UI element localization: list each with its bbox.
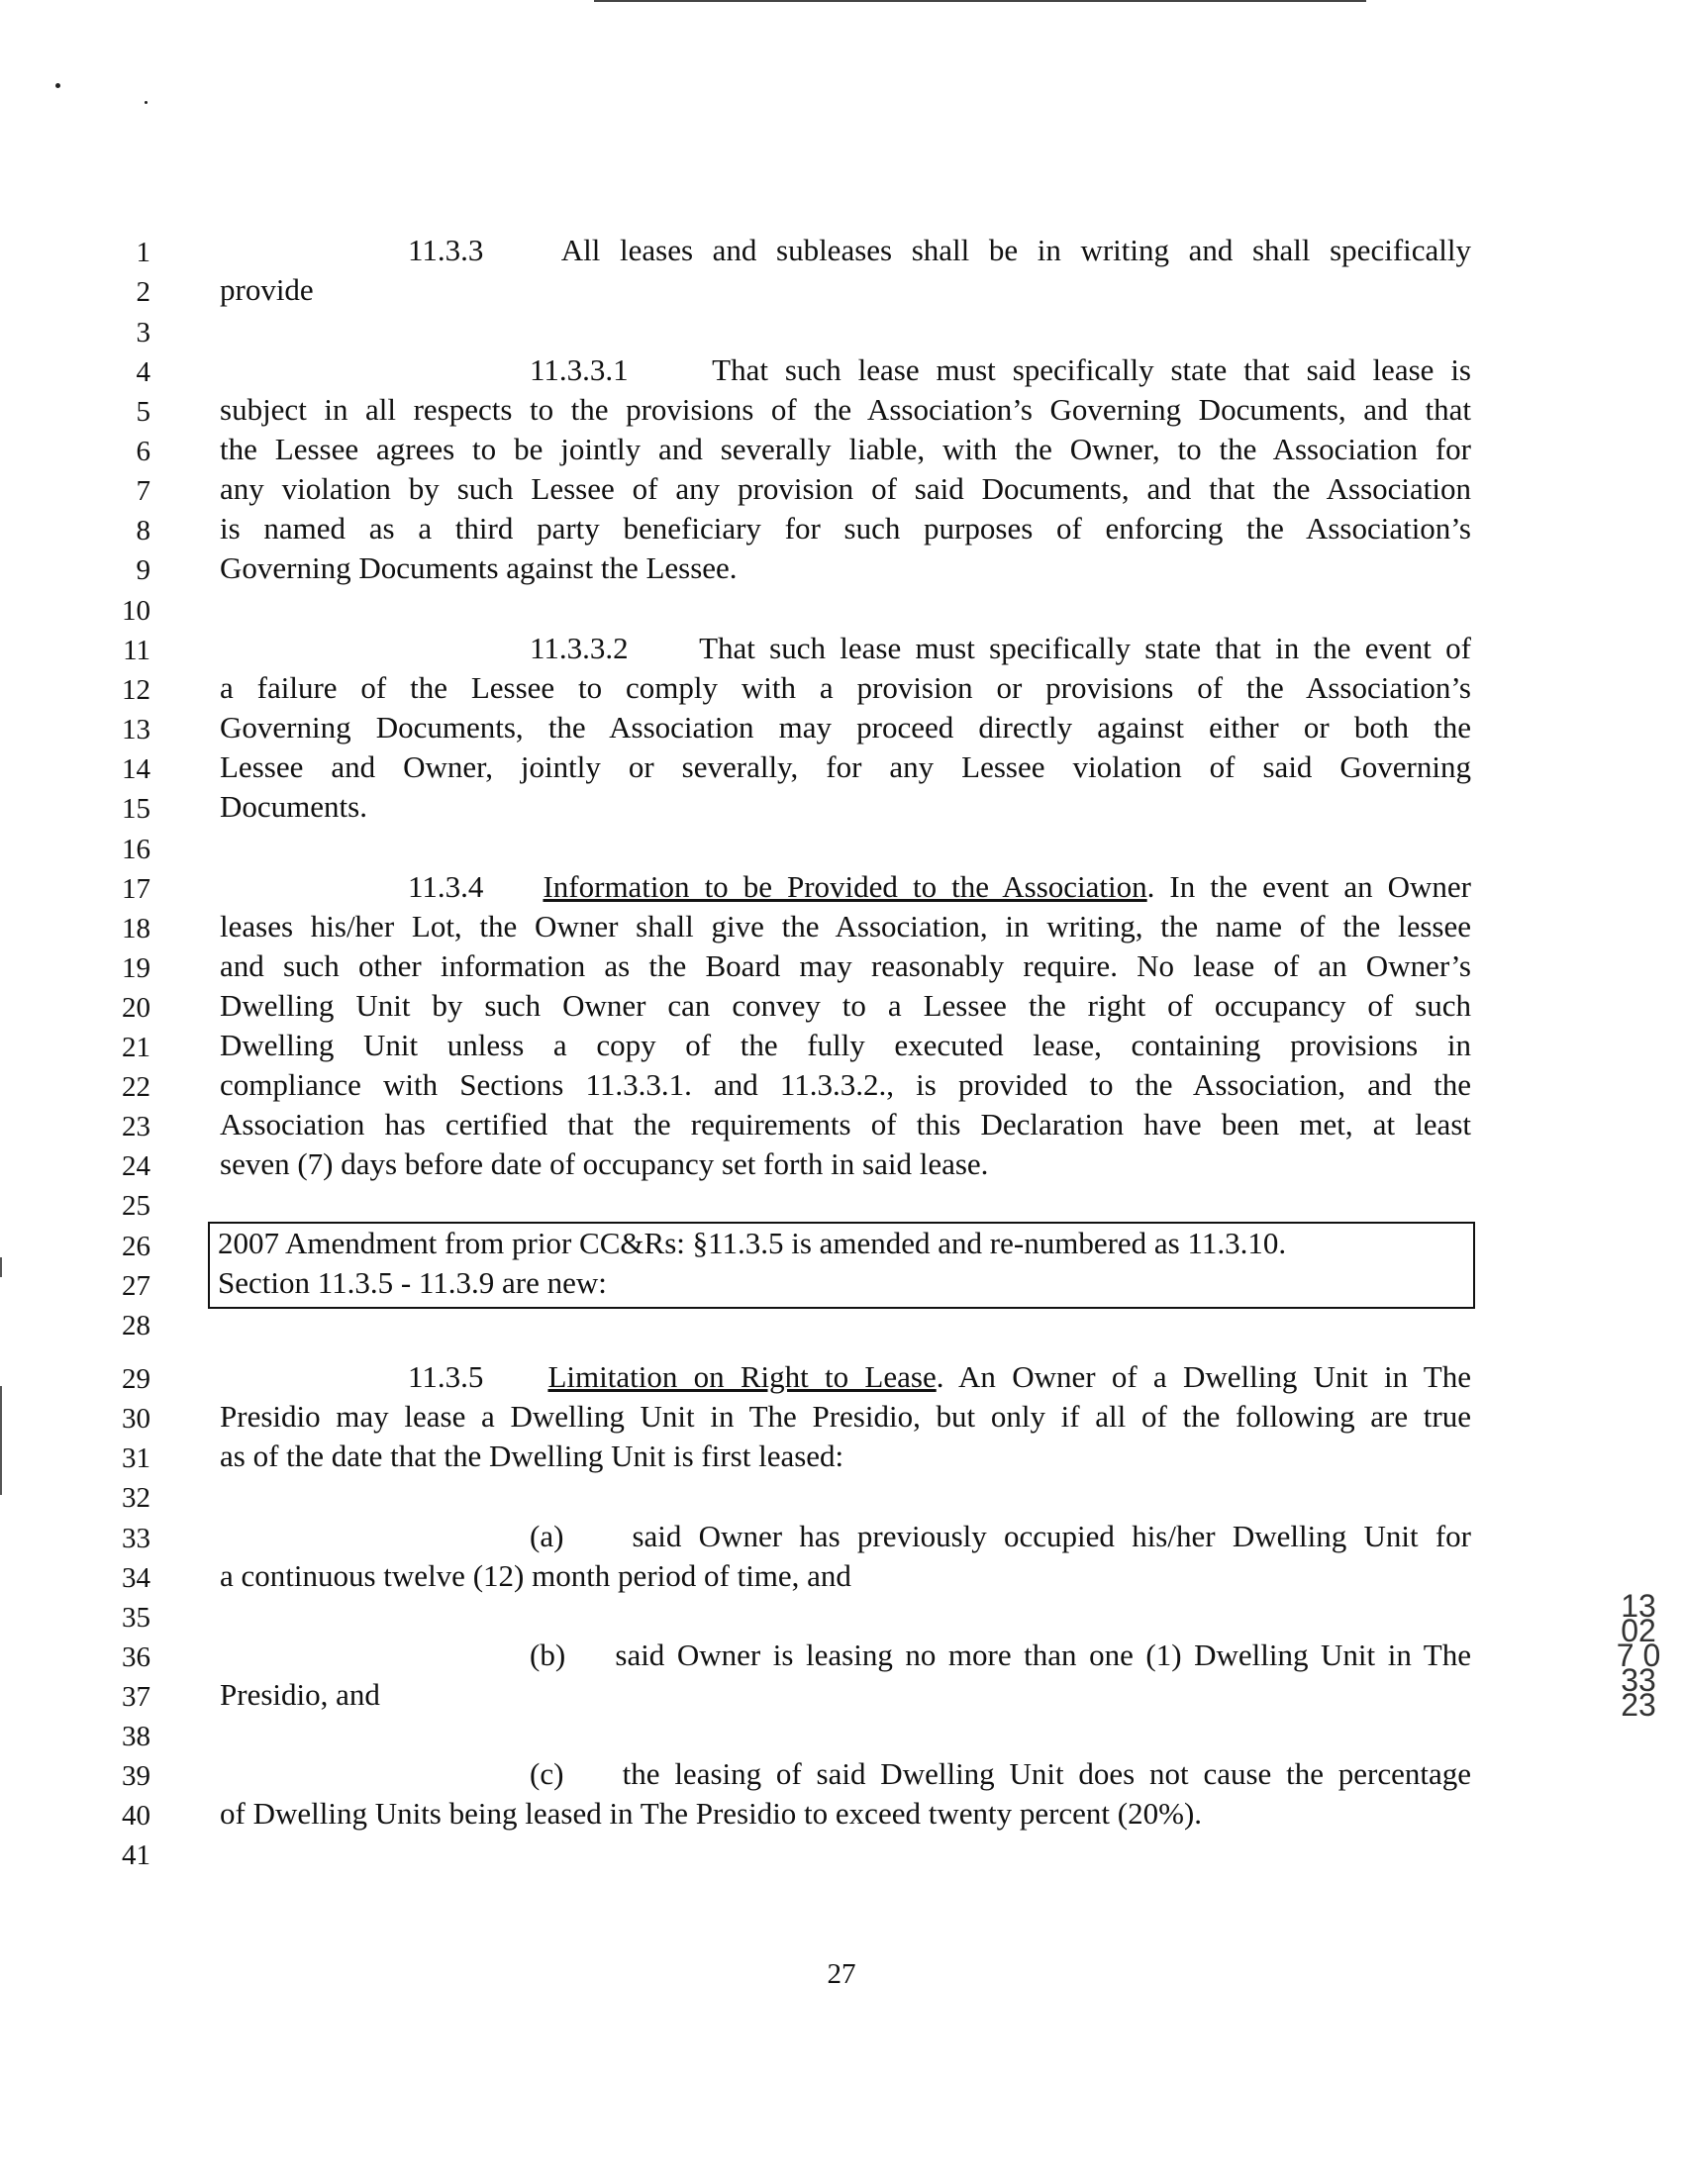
- line-number: 29: [122, 1363, 150, 1395]
- line-number: 22: [122, 1071, 150, 1103]
- line-number: 2: [136, 276, 150, 308]
- para-11-3-3-2-line: Documents.: [220, 789, 367, 824]
- line-number: 26: [122, 1231, 150, 1262]
- line-number: 38: [122, 1721, 150, 1752]
- line-number: 8: [136, 515, 150, 546]
- para-11-3-3-2-line: Governing Documents, the Association may proceed directly against either or both the: [220, 710, 1471, 745]
- line-number: 36: [122, 1641, 150, 1673]
- section-number: 11.3.3: [408, 233, 484, 267]
- line-number: 40: [122, 1800, 150, 1832]
- item-c-line: (c) the leasing of said Dwelling Unit does not cause the percentage: [530, 1756, 1472, 1791]
- line-number: 20: [122, 992, 150, 1024]
- amendment-note-line: Section 11.3.5 - 11.3.9 are new:: [218, 1265, 607, 1300]
- para-11-3-3-1-line: Governing Documents against the Lessee.: [220, 550, 738, 585]
- amendment-note-box: [208, 1222, 1475, 1309]
- para-11-3-3-1-line: is named as a third party beneficiary for such purposes of enforcing the Association’s: [220, 511, 1471, 546]
- para-11-3-4-line: seven (7) days before date of occupancy set forth in said lease.: [220, 1146, 989, 1181]
- line-number: 13: [122, 714, 150, 745]
- line-number: 9: [136, 554, 150, 586]
- para-11-3-4-line: Association has certified that the requirements of this Declaration have been met, at least: [220, 1107, 1471, 1142]
- item-label: (a): [530, 1519, 564, 1553]
- para-11-3-5-line: Presidio may lease a Dwelling Unit in The Presidio, but only if all of the following are true: [220, 1399, 1471, 1434]
- para-11-3-3-line: 11.3.3 All leases and subleases shall be in writing and shall specifically: [408, 233, 1471, 267]
- para-11-3-4-line: 11.3.4 Information to be Provided to the Association. In the event an Owner: [408, 869, 1471, 904]
- line-number: 25: [122, 1190, 150, 1222]
- item-a-line: (a) said Owner has previously occupied his/her Dwelling Unit for: [530, 1519, 1472, 1553]
- para-11-3-3-1-line: the Lessee agrees to be jointly and severally liable, with the Owner, to the Association for: [220, 432, 1471, 466]
- line-number: 7: [136, 475, 150, 507]
- line-number: 18: [122, 913, 150, 944]
- para-11-3-3-line: provide: [220, 272, 314, 307]
- scan-edge-mark: [0, 1257, 2, 1277]
- section-number: 11.3.4: [408, 869, 484, 904]
- item-b-line: Presidio, and: [220, 1677, 380, 1712]
- para-11-3-3-2-line: 11.3.3.2 That such lease must specifically state that in the event of: [530, 631, 1471, 665]
- line-number: 37: [122, 1681, 150, 1713]
- line-number: 23: [122, 1111, 150, 1142]
- para-11-3-3-2-line: Lessee and Owner, jointly or severally, for any Lessee violation of said Governing: [220, 749, 1471, 784]
- item-label: (c): [530, 1756, 564, 1791]
- line-number: 4: [136, 356, 150, 388]
- amendment-note-line: 2007 Amendment from prior CC&Rs: §11.3.5 is amended and re-numbered as 11.3.10.: [218, 1226, 1287, 1260]
- line-number: 31: [122, 1442, 150, 1474]
- section-number: 11.3.3.1: [530, 352, 629, 387]
- line-number: 19: [122, 952, 150, 984]
- item-c-line: of Dwelling Units being leased in The Presidio to exceed twenty percent (20%).: [220, 1796, 1203, 1831]
- line-number: 14: [122, 753, 150, 785]
- section-heading: Information to be Provided to the Association: [543, 869, 1147, 904]
- line-number: 30: [122, 1403, 150, 1435]
- para-11-3-5-line: 11.3.5 Limitation on Right to Lease. An Owner of a Dwelling Unit in The: [408, 1359, 1471, 1394]
- line-number: 32: [122, 1482, 150, 1514]
- page-number: 27: [827, 1958, 856, 1990]
- line-number: 28: [122, 1310, 150, 1341]
- line-number: 5: [136, 396, 150, 428]
- para-11-3-4-line: compliance with Sections 11.3.3.1. and 11.3.3.2., is provided to the Association, and the: [220, 1067, 1471, 1102]
- para-11-3-3-1-line: subject in all respects to the provisions of the Association’s Governing Documents, and that: [220, 392, 1471, 427]
- para-11-3-5-line: as of the date that the Dwelling Unit is first leased:: [220, 1439, 844, 1473]
- scan-speck: [145, 101, 148, 104]
- item-label: (b): [530, 1638, 566, 1672]
- para-11-3-4-line: Dwelling Unit unless a copy of the fully executed lease, containing provisions in: [220, 1028, 1471, 1062]
- line-number: 17: [122, 873, 150, 905]
- item-a-line: a continuous twelve (12) month period of time, and: [220, 1558, 851, 1593]
- para-11-3-3-1-line: 11.3.3.1 That such lease must specifically state that said lease is: [530, 352, 1471, 387]
- scan-edge-mark: [0, 1386, 2, 1495]
- line-number: 1: [136, 237, 150, 268]
- para-11-3-4-line: and such other information as the Board may reasonably require. No lease of an Owner’s: [220, 948, 1471, 983]
- section-number: 11.3.5: [408, 1359, 484, 1394]
- scan-edge-line: [594, 0, 1366, 2]
- line-number: 12: [122, 674, 150, 706]
- line-number: 3: [136, 317, 150, 348]
- line-number: 41: [122, 1839, 150, 1871]
- line-number: 16: [122, 834, 150, 865]
- line-number: 34: [122, 1562, 150, 1594]
- line-number: 15: [122, 793, 150, 825]
- line-number: 24: [122, 1150, 150, 1182]
- line-number: 33: [122, 1523, 150, 1554]
- line-number: 39: [122, 1760, 150, 1792]
- para-11-3-4-line: Dwelling Unit by such Owner can convey to a Lessee the right of occupancy of such: [220, 988, 1471, 1023]
- para-11-3-3-1-line: any violation by such Lessee of any provision of said Documents, and that the Association: [220, 471, 1471, 506]
- section-heading: Limitation on Right to Lease: [547, 1359, 937, 1394]
- scan-speck: [55, 83, 60, 88]
- section-number: 11.3.3.2: [530, 631, 629, 665]
- item-b-line: (b) said Owner is leasing no more than one (1) Dwelling Unit in The: [530, 1638, 1472, 1672]
- document-number: 13027 03323: [1616, 1588, 1661, 1723]
- line-number: 11: [123, 635, 150, 666]
- para-11-3-4-line: leases his/her Lot, the Owner shall give the Association, in writing, the name of the lessee: [220, 909, 1471, 943]
- line-number: 6: [136, 436, 150, 467]
- para-11-3-3-2-line: a failure of the Lessee to comply with a provision or provisions of the Association’s: [220, 670, 1471, 705]
- line-number: 21: [122, 1032, 150, 1063]
- line-number: 35: [122, 1602, 150, 1634]
- line-number: 27: [122, 1270, 150, 1302]
- line-number: 10: [122, 595, 150, 627]
